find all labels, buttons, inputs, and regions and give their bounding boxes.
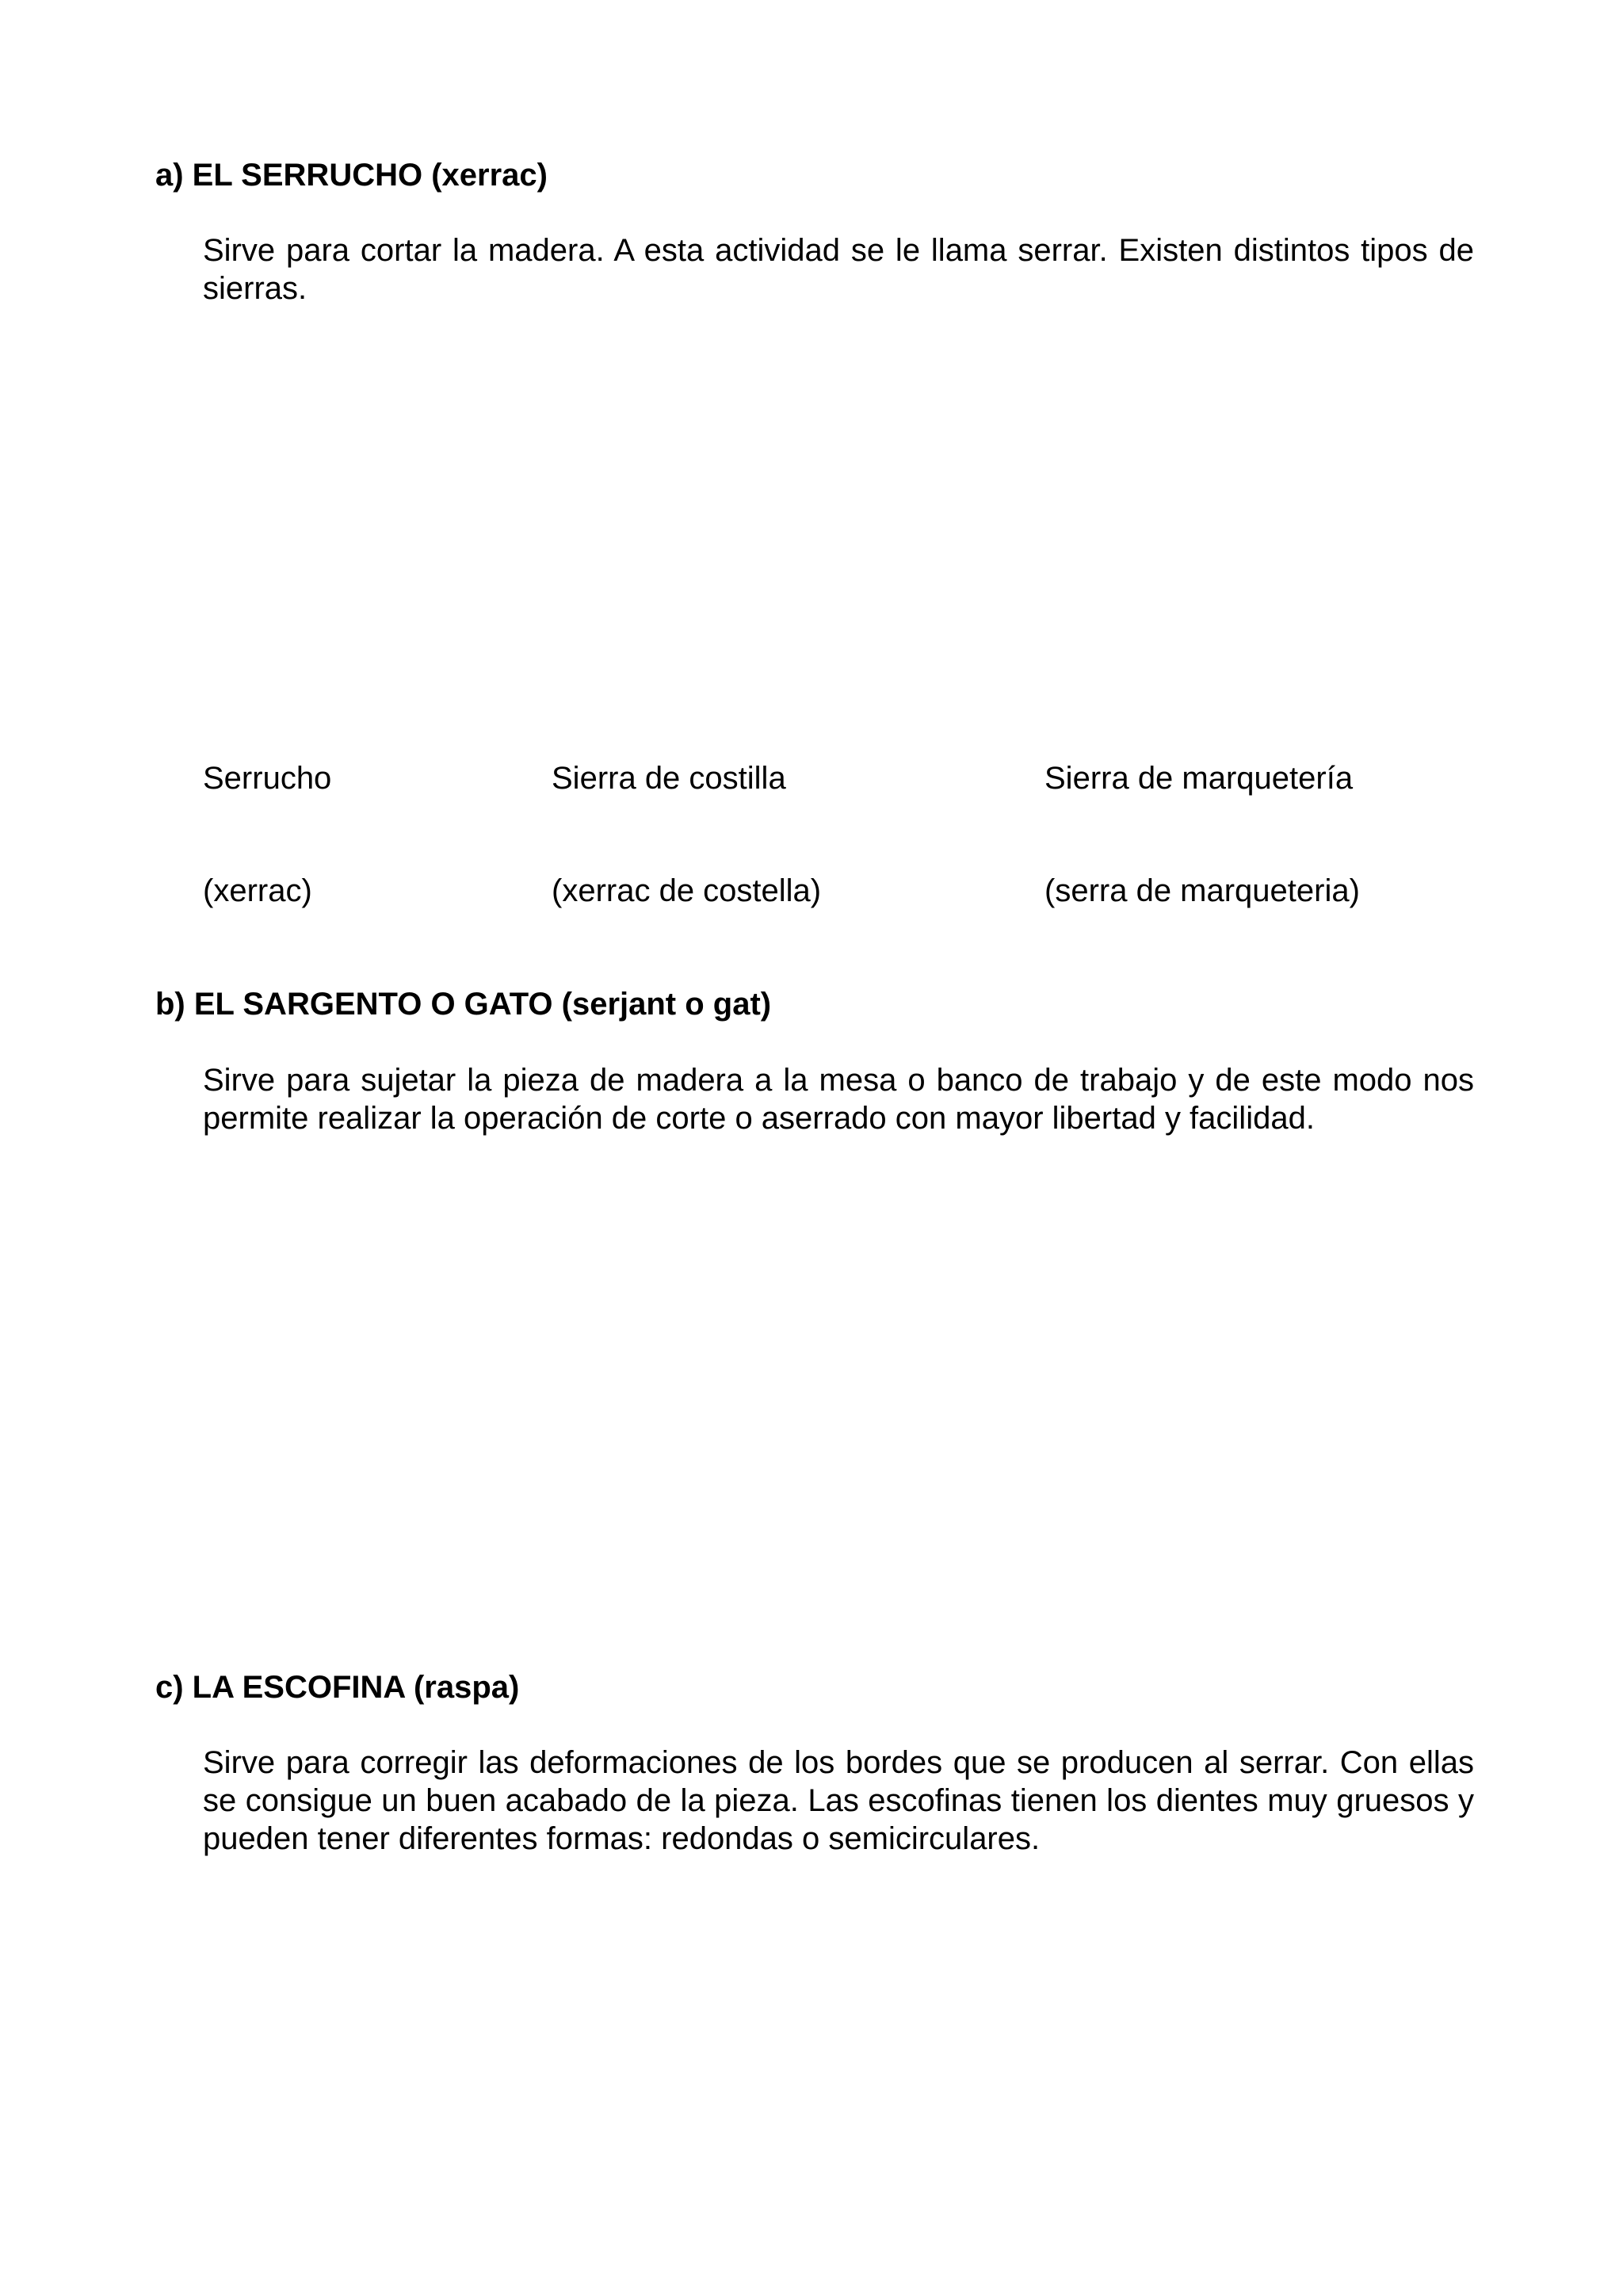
saw-type-name-costilla: Sierra de costilla (552, 761, 786, 796)
saw-type-translation-costilla: (xerrac de costella) (552, 873, 822, 908)
saw-type-name-serrucho: Serrucho (203, 761, 332, 796)
saw-type-translation-marqueteria: (serra de marqueteria) (1044, 873, 1360, 908)
section-c-heading: c) LA ESCOFINA (raspa) (155, 1670, 520, 1705)
section-a-heading: a) EL SERRUCHO (xerrac) (155, 158, 548, 193)
saw-type-name-marqueteria: Sierra de marquetería (1044, 761, 1354, 796)
saw-type-translation-serrucho: (xerrac) (203, 873, 312, 908)
section-b-heading: b) EL SARGENTO O GATO (serjant o gat) (155, 987, 772, 1022)
section-b-paragraph: Sirve para sujetar la pieza de madera a la mesa o banco de trabajo y de este modo nos permite realizar la operación de corte o aserrado con mayor libertad y facilidad. (203, 1063, 1474, 1136)
section-a-paragraph: Sirve para cortar la madera. A esta actividad se le llama serrar. Existen distintos tipos de sierras. (203, 233, 1474, 306)
section-c-paragraph: Sirve para corregir las deformaciones de los bordes que se producen al serrar. Con ellas se consigue un buen acabado de la pieza. Las escofinas tienen los dientes muy gruesos y pueden tener diferentes formas: redondas o semicirculares. (203, 1745, 1474, 1856)
